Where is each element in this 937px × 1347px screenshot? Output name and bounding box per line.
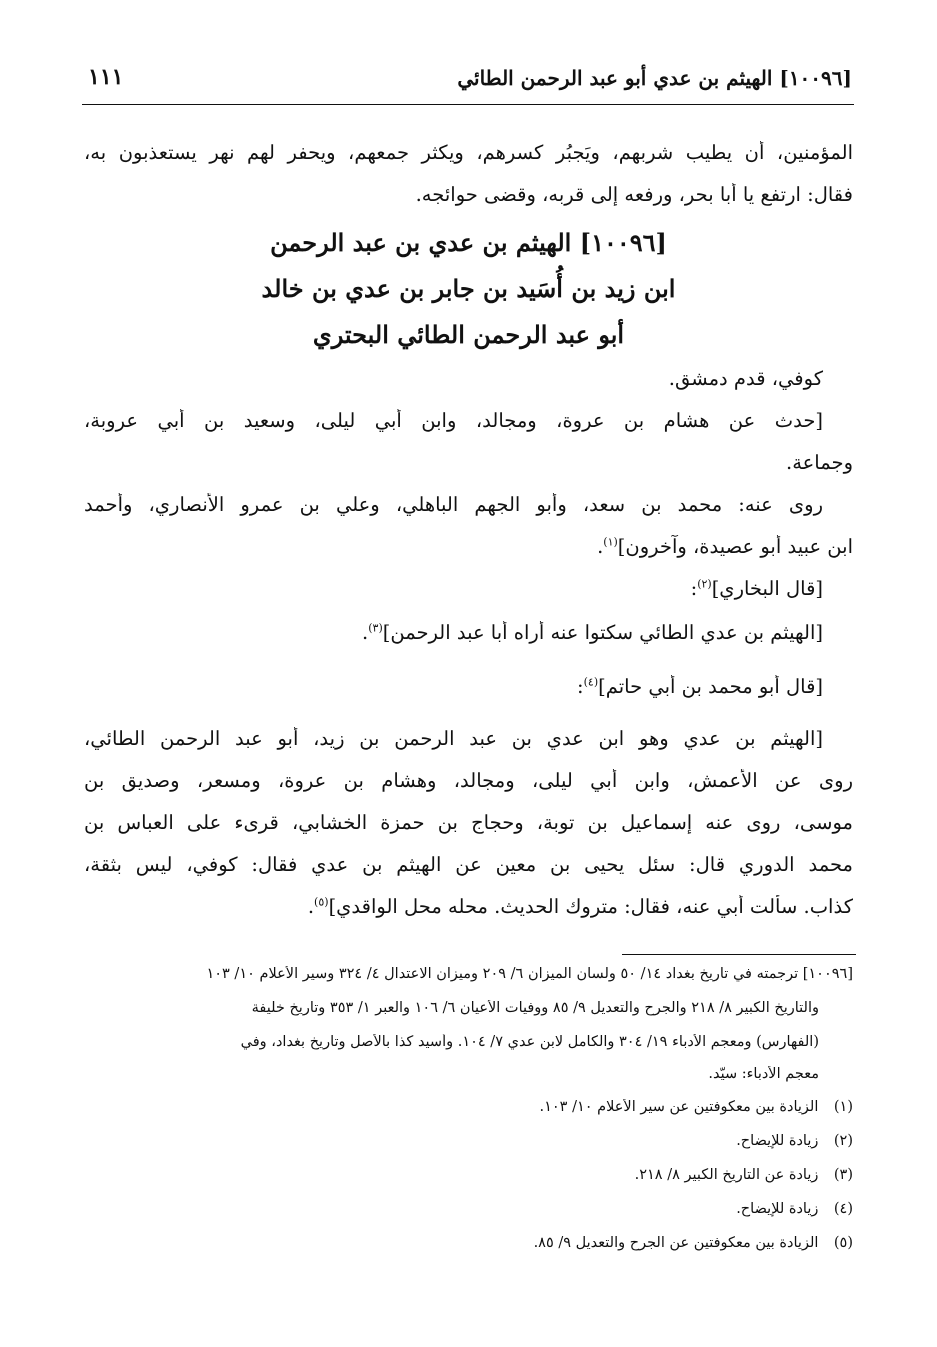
footnote-number: (١) xyxy=(833,1099,853,1115)
footnote-text: زيادة عن التاريخ الكبير ٨/ ٢١٨. xyxy=(634,1167,819,1183)
footnote-number: (٥) xyxy=(833,1235,853,1251)
text-line xyxy=(84,577,853,600)
footnote-main-line: معجم الأدباء: سيّد. xyxy=(708,1066,819,1082)
footnote-text: الزيادة بين معكوفتين عن الجرح والتعديل ٩/ ٨٥. xyxy=(533,1235,819,1251)
footnote-item xyxy=(84,1099,853,1115)
text-line: فقال: ارتفع يا أبا بحر، ورفعه إلى قربه، وقضى حوائجه. xyxy=(415,183,853,206)
footnote-ref: (٥) xyxy=(314,895,329,909)
entry-heading-line-2: ابن زيد بن أُسَيد بن جابر بن عدي بن خالد xyxy=(261,274,676,303)
footnote-text: زيادة للإيضاح. xyxy=(736,1133,819,1149)
footnote-ref: (٢) xyxy=(697,577,712,591)
footnote-text: زيادة للإيضاح. xyxy=(736,1201,819,1217)
period: . xyxy=(307,895,315,918)
text-segment: كذاب. سألت أبي عنه، فقال: متروك الحديث. محله محل الواقدي] xyxy=(328,895,853,918)
period: . xyxy=(362,621,369,644)
text-segment: [الهيثم بن عدي الطائي سكتوا عنه أراه أبا عبد الرحمن] xyxy=(382,621,823,644)
entry-heading-line-1: [١٠٠٩٦] الهيثم بن عدي بن عبد الرحمن xyxy=(270,228,667,257)
text-line: روى عنه: محمد بن سعد، وأبو الجهم الباهلي، وعلي بن عمرو الأنصاري، وأحمد xyxy=(84,493,823,516)
text-line: [حدث عن هشام بن عروة، ومجالد، وابن أبي ليلى، وسعيد بن أبي عروبة، xyxy=(84,409,823,432)
text-line: وجماعة. xyxy=(786,451,853,474)
header-rule xyxy=(82,104,854,105)
text-line xyxy=(84,621,853,644)
running-header-title: [١٠٠٩٦] الهيثم بن عدي أبو عبد الرحمن الطائي xyxy=(457,66,852,90)
text-line: موسى، روى عنه إسماعيل بن توبة، وحجاج بن حمزة الخشابي، قرىء على العباس بن xyxy=(84,811,853,834)
footnote-separator xyxy=(622,954,856,955)
footnote-item xyxy=(84,1235,853,1251)
paragraph-origin: كوفي، قدم دمشق. xyxy=(668,367,823,390)
text-line: المؤمنين، أن يطيب شربهم، ويَجبُر كسرهم، ويكثر جمعهم، ويحفر لهم نهر يستعذبون به، xyxy=(84,141,853,164)
text-segment: [قال أبو محمد بن أبي حاتم] xyxy=(598,675,823,698)
page-number: ١١١ xyxy=(88,64,124,90)
footnote-text: الزيادة بين معكوفتين عن سير الأعلام ١٠/ ١٠٣. xyxy=(539,1099,819,1115)
footnote-main-line: [١٠٠٩٦] ترجمته في تاريخ بغداد ١٤/ ٥٠ ولسان الميزان ٦/ ٢٠٩ وميزان الاعتدال ٤/ ٣٢٤ وسير الأعلام ١٠/ ١٠٣ xyxy=(206,966,853,982)
text-line xyxy=(84,895,853,918)
footnote-ref: (٣) xyxy=(368,621,383,635)
text-line xyxy=(84,675,853,698)
footnote-ref: (١) xyxy=(603,535,618,549)
footnote-number: (٣) xyxy=(833,1167,853,1183)
text-line xyxy=(84,535,853,558)
footnote-number: (٤) xyxy=(833,1201,853,1217)
text-segment: ابن عبيد أبو عصيدة، وآخرون] xyxy=(617,535,853,558)
footnote-ref: (٤) xyxy=(583,675,599,689)
footnote-item xyxy=(84,1201,853,1217)
footnote-number: (٢) xyxy=(833,1133,853,1149)
footnote-item xyxy=(84,1167,853,1183)
footnote-item xyxy=(84,1133,853,1149)
colon: : xyxy=(577,675,584,698)
colon: : xyxy=(690,577,698,600)
entry-heading-line-3: أبو عبد الرحمن الطائي البحتري xyxy=(312,320,625,349)
text-line: محمد الدوري قال: سئل يحيى بن معين عن الهيثم بن عدي فقال: كوفي، ليس بثقة، xyxy=(84,853,853,876)
period: . xyxy=(597,535,604,558)
footnote-main-line: والتاريخ الكبير ٨/ ٢١٨ والجرح والتعديل ٩/ ٨٥ ووفيات الأعيان ٦/ ١٠٦ والعبر ١/ ٣٥٣ وتاريخ خليفة xyxy=(251,1000,819,1016)
text-line: روى عن الأعمش، وابن أبي ليلى، ومجالد، وهشام بن عروة، ومسعر، وصديق بن xyxy=(84,769,853,792)
text-segment: [قال البخاري] xyxy=(711,577,823,600)
text-line: [الهيثم بن عدي وهو ابن عدي بن عبد الرحمن بن زيد، أبو عبد الرحمن الطائي، xyxy=(84,727,823,750)
footnote-main-line: (الفهارس) ومعجم الأدباء ١٩/ ٣٠٤ والكامل لابن عدي ٧/ ١٠٤. وأسيد كذا بالأصل وتاريخ بغداد، وفي xyxy=(240,1034,819,1050)
